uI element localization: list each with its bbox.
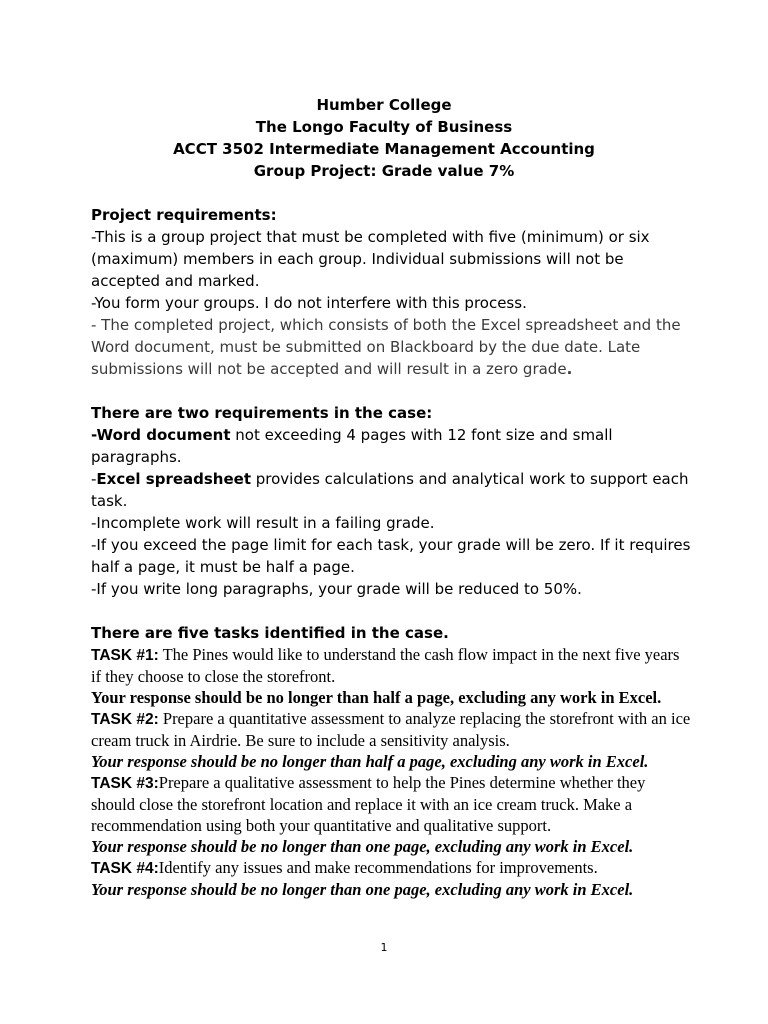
- requirement-submission: [91, 314, 691, 380]
- task-2-label: TASK #2:: [91, 711, 159, 728]
- header-project-title: Group Project: Grade value 7%: [253, 162, 515, 180]
- requirement-form-groups: -You form your groups. I do not interfere with this process.: [91, 294, 527, 312]
- task-4-label: TASK #4:: [91, 860, 159, 877]
- page-number: 1: [380, 941, 388, 954]
- paragraph-gap: [91, 380, 691, 402]
- case-requirements-section: [91, 402, 691, 600]
- task-1-label: TASK #1:: [91, 647, 159, 664]
- task-3-limit: Your response should be no longer than one page, excluding any work in Excel.: [91, 837, 634, 856]
- task-3-label: TASK #3:: [91, 775, 159, 792]
- requirement-group-size: -This is a group project that must be completed with five (minimum) or six (maximum) members in each group. Individual submissions will not be accepted and marked.: [91, 228, 650, 290]
- requirements-heading: Project requirements:: [91, 206, 277, 224]
- case-requirements-heading: There are two requirements in the case:: [91, 404, 433, 422]
- excel-text: provides calculations and analytical work to support each task.: [91, 470, 689, 510]
- excel-label: Excel spreadsheet: [96, 470, 251, 488]
- tasks-heading: There are five tasks identified in the case.: [91, 624, 449, 642]
- requirement-submission-period: .: [566, 360, 573, 378]
- long-paragraph-rule: -If you write long paragraphs, your grade will be reduced to 50%.: [91, 580, 582, 598]
- word-document-label: -Word document: [91, 426, 231, 444]
- document-body: [91, 204, 691, 900]
- task-3-text: Prepare a qualitative assessment to help the Pines determine whether they should close the storefront location and replace it with an ice cream truck. Make a recommendation using both your quantitative and qualitative support.: [91, 773, 646, 835]
- header-faculty: The Longo Faculty of Business: [255, 118, 513, 136]
- task-2-limit: Your response should be no longer than half a page, excluding any work in Excel.: [91, 752, 649, 771]
- task-3: [91, 772, 691, 836]
- task-4-text: Identify any issues and make recommendations for improvements.: [158, 858, 598, 877]
- incomplete-work-rule: -Incomplete work will result in a failing grade.: [91, 514, 435, 532]
- word-document-requirement: [91, 424, 691, 468]
- header-institution: Humber College: [316, 96, 452, 114]
- excel-requirement: [91, 468, 691, 512]
- task-2: [91, 708, 691, 751]
- document-header: [0, 94, 768, 182]
- task-1-limit: Your response should be no longer than half a page, excluding any work in Excel.: [91, 688, 662, 707]
- task-4-limit: Your response should be no longer than one page, excluding any work in Excel.: [91, 880, 634, 899]
- requirement-submission-text: - The completed project, which consists of both the Excel spreadsheet and the Word document, must be submitted on Blackboard by the due date. Late submissions will not be accepted and will result in a zero grade: [91, 316, 681, 378]
- task-4: [91, 857, 691, 879]
- excel-prefix: -: [91, 470, 97, 488]
- task-2-text: Prepare a quantitative assessment to analyze replacing the storefront with an ice cream truck in Airdrie. Be sure to include a sensitivity analysis.: [91, 709, 691, 750]
- header-course: ACCT 3502 Intermediate Management Accounting: [173, 140, 595, 158]
- tasks-section: [91, 622, 691, 900]
- task-1: [91, 644, 691, 687]
- page-limit-rule: -If you exceed the page limit for each task, your grade will be zero. If it requires half a page, it must be half a page.: [91, 536, 691, 576]
- requirements-section: [91, 204, 691, 380]
- word-document-text: not exceeding 4 pages with 12 font size and small paragraphs.: [91, 426, 613, 466]
- paragraph-gap: [91, 600, 691, 622]
- task-1-text: The Pines would like to understand the cash flow impact in the next five years if they choose to close the storefront.: [91, 645, 680, 686]
